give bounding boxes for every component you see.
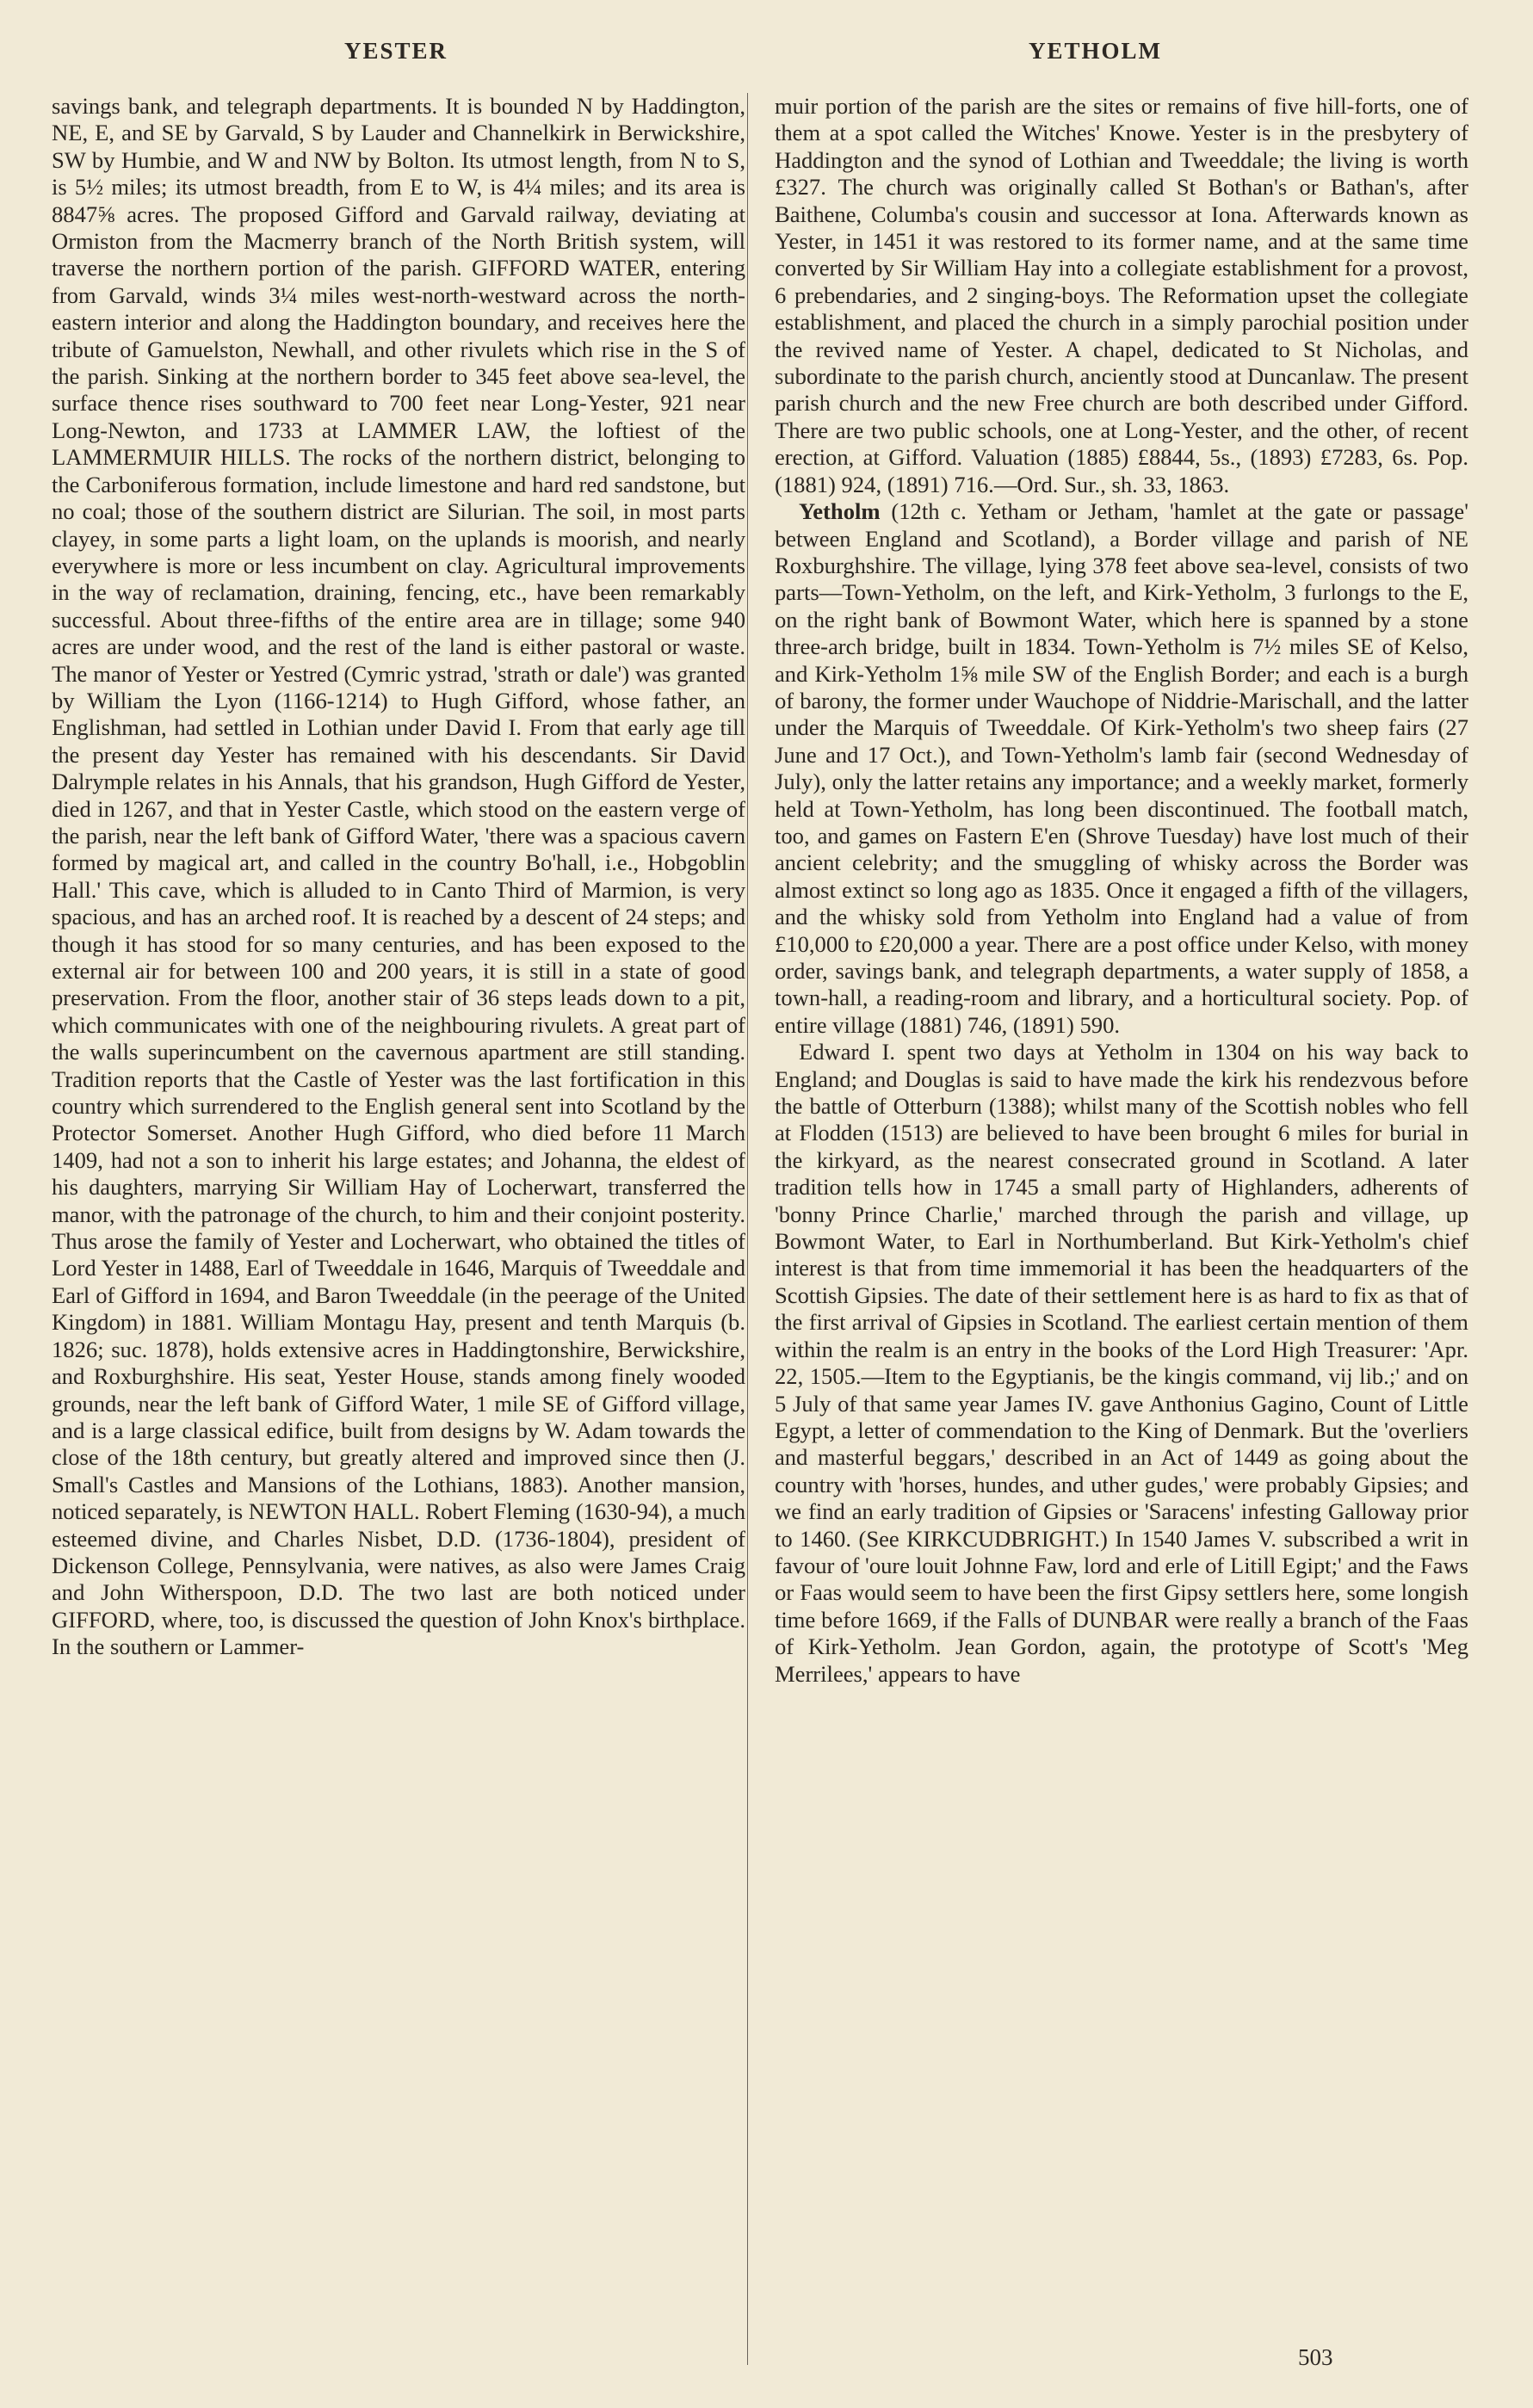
right-column-paragraph: muir portion of the parish are the sites or remains of five hill-forts, one of them at a spot called the Witches' Knowe. Yester is in the presbytery of Haddington and the synod of Lothian and Tweeddale; the living is worth £327. The church was originally called St Bothan's or Bathan's, after Baithene, Columba's cousin and successor at Iona. Afterwards known as Yester, in 1451 it was restored to its former name, and at the same time converted by Sir William Hay into a collegiate establishment for a provost, 6 prebendaries, and 2 singing-boys. The Reformation upset the collegiate establishment, and placed the church in a simply parochial position under the revived name of Yester. A chapel, dedicated to St Nicholas, and subordinate to the parish church, anciently stood at Duncanlaw. The present parish church and the new Free church are both described under Gifford. There are two public schools, one at Long-Yester, and the other, of recent erection, at Gifford. Valuation (1885) £8844, 5s., (1893) £7283, 6s. Pop. (1881) 924, (1891) 716.—Ord. Sur., sh. 33, 1863. <box>775 93 1468 497</box>
right-running-head: YETHOLM <box>1029 38 1163 64</box>
left-column <box>52 93 745 1661</box>
entry-headword: Yetholm <box>799 498 881 525</box>
entry-text: (12th c. Yetham or Jetham, 'hamlet at the gate or passage' between England and Scotland), a Border village and parish of NE Roxburghshire. The village, lying 378 feet above sea-level, consists of two parts—Town-Yetholm, on the left, and Kirk-Yetholm, 3 furlongs to the E, on the right bank of Bowmont Water, which here is spanned by a stone three-arch bridge, built in 1834. Town-Yetholm is 7½ miles SE of Kelso, and Kirk-Yetholm 1⅝ mile SW of the English Border; and each is a burgh of barony, the former under Wauchope of Niddrie-Marischall, and the latter under the Marquis of Tweeddale. Of Kirk-Yetholm's two sheep fairs (27 June and 17 Oct.), and Town-Yetholm's lamb fair (second Wednesday of July), only the latter retains any importance; and a weekly market, formerly held at Town-Yetholm, has long been discontinued. The football match, too, and games on Fastern E'en (Shrove Tuesday) have lost much of their ancient celebrity; and the smuggling of whisky across the Border was almost extinct so long ago as 1835. Once it engaged a fifth of the villagers, and the whisky sold from Yetholm into England had a value of from £10,000 to £20,000 a year. There are a post office under Kelso, with money order, savings bank, and telegraph departments, a water supply of 1858, a town-hall, a reading-room and library, and a horticultural society. Pop. of entire village (1881) 746, (1891) 590. <box>775 498 1468 1038</box>
yetholm-entry <box>775 498 1468 1039</box>
left-column-paragraph: savings bank, and telegraph departments. It is bounded N by Haddington, NE, E, and SE by Garvald, S by Lauder and Channelkirk in Berwickshire, SW by Humbie, and W and NW by Bolton. Its utmost length, from N to S, is 5½ miles; its utmost breadth, from E to W, is 4¼ miles; and its area is 8847⅝ acres. The proposed Gifford and Garvald railway, deviating at Ormiston from the Macmerry branch of the North British system, will traverse the northern portion of the parish. GIFFORD WATER, entering from Garvald, winds 3¼ miles west-north-westward across the north-eastern interior and along the Haddington boundary, and receives here the tribute of Gamuelston, Newhall, and other rivulets which rise in the S of the parish. Sinking at the northern border to 345 feet above sea-level, the surface thence rises southward to 700 feet near Long-Yester, 921 near Long-Newton, and 1733 at LAMMER LAW, the loftiest of the LAMMERMUIR HILLS. The rocks of the northern district, belonging to the Carboniferous formation, include limestone and hard red sandstone, but no coal; those of the southern district are Silurian. The soil, in most parts clayey, in some parts a light loam, on the uplands is moorish, and nearly everywhere is more or less incumbent on clay. Agricultural improvements in the way of reclamation, draining, fencing, etc., have been remarkably successful. About three-fifths of the entire area are in tillage; some 940 acres are under wood, and the rest of the land is either pastoral or waste. The manor of Yester or Yestred (Cymric ystrad, 'strath or dale') was granted by William the Lyon (1166-1214) to Hugh Gifford, whose father, an Englishman, had settled in Lothian under David I. From that early age till the present day Yester has remained with his descendants. Sir David Dalrymple relates in his Annals, that his grandson, Hugh Gifford de Yester, died in 1267, and that in Yester Castle, which stood on the eastern verge of the parish, near the left bank of Gifford Water, 'there was a spacious cavern formed by magical art, and called in the country Bo'hall, i.e., Hobgoblin Hall.' This cave, which is alluded to in Canto Third of Marmion, is very spacious, and has an arched roof. It is reached by a descent of 24 steps; and though it has stood for so many centuries, and has been exposed to the external air for between 100 and 200 years, it is still in a state of good preservation. From the floor, another stair of 36 steps leads down to a pit, which communicates with one of the neighbouring rivulets. A great part of the walls superincumbent on the cavernous apartment are still standing. Tradition reports that the Castle of Yester was the last fortification in this country which surrendered to the English general sent into Scotland by the Protector Somerset. Another Hugh Gifford, who died before 11 March 1409, had not a son to inherit his large estates; and Johanna, the eldest of his daughters, marrying Sir William Hay of Locherwart, transferred the manor, with the patronage of the church, to him and their conjoint posterity. Thus arose the family of Yester and Locherwart, who obtained the titles of Lord Yester in 1488, Earl of Tweeddale in 1646, Marquis of Tweeddale and Earl of Gifford in 1694, and Baron Tweeddale (in the peerage of the United Kingdom) in 1881. William Montagu Hay, present and tenth Marquis (b. 1826; suc. 1878), holds extensive acres in Haddingtonshire, Berwickshire, and Roxburghshire. His seat, Yester House, stands among finely wooded grounds, near the left bank of Gifford Water, 1 mile SE of Gifford village, and is a large classical edifice, built from designs by W. Adam towards the close of the 18th century, but greatly altered and improved since then (J. Small's Castles and Mansions of the Lothians, 1883). Another mansion, noticed separately, is NEWTON HALL. Robert Fleming (1630-94), a much esteemed divine, and Charles Nisbet, D.D. (1736-1804), president of Dickenson College, Pennsylvania, were natives, as also were James Craig and John Witherspoon, D.D. The two last are both noticed under GIFFORD, where, too, is discussed the question of John Knox's birthplace. In the southern or Lammer- <box>52 93 745 1660</box>
page-number: 503 <box>1298 2344 1333 2370</box>
right-column <box>775 93 1468 1688</box>
left-running-head: YESTER <box>344 38 448 64</box>
right-column-paragraph: Edward I. spent two days at Yetholm in 1304 on his way back to England; and Douglas is said to have made the kirk his rendezvous before the battle of Otterburn (1388); whilst many of the Scottish nobles who fell at Flodden (1513) are believed to have been brought 6 miles for burial in the kirkyard, as the nearest consecrated ground in Scotland. A later tradition tells how in 1745 a small party of Highlanders, adherents of 'bonny Prince Charlie,' marched through the parish and village, up Bowmont Water, to Earl in Northumberland. But Kirk-Yetholm's chief interest is that from time immemorial it has been the headquarters of the Scottish Gipsies. The date of their settlement here is as hard to fix as that of the first arrival of Gipsies in Scotland. The earliest certain mention of them within the realm is an entry in the books of the Lord High Treasurer: 'Apr. 22, 1505.—Item to the Egyptianis, be the kingis command, vij lib.;' and on 5 July of that same year James IV. gave Anthonius Gagino, Count of Little Egypt, a letter of commendation to the King of Denmark. But the 'overliers and masterful beggars,' described in an Act of 1449 as going about the country with 'horses, hundes, and uther gudes,' were probably Gipsies; and we find an early tradition of Gipsies or 'Saracens' infesting Galloway prior to 1460. (See KIRKCUDBRIGHT.) In 1540 James V. subscribed a writ in favour of 'oure louit Johnne Faw, lord and erle of Litill Egipt;' and the Faws or Faas would seem to have been the first Gipsy settlers here, some longish time before 1669, if the Falls of DUNBAR were really a branch of the Faas of Kirk-Yetholm. Jean Gordon, again, the prototype of Scott's 'Meg Merrilees,' appears to have <box>775 1039 1468 1687</box>
page-header <box>0 38 1533 72</box>
column-divider <box>747 93 748 2365</box>
